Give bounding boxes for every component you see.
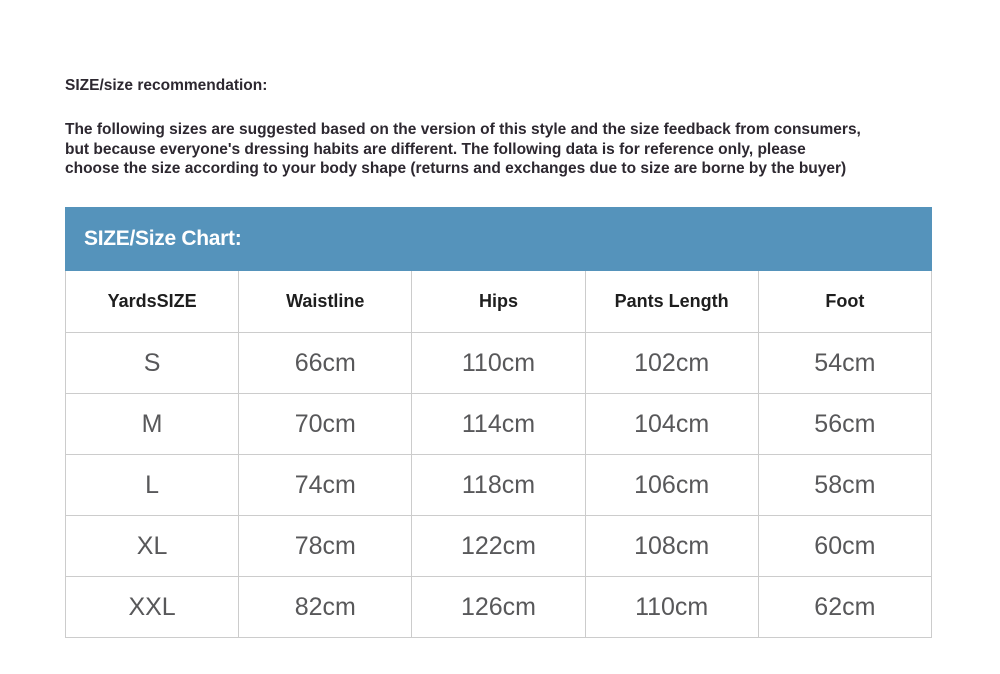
- cell-size: L: [66, 455, 239, 516]
- cell-hips: 114cm: [412, 394, 585, 455]
- cell-size: XXL: [66, 577, 239, 638]
- cell-foot: 62cm: [758, 577, 931, 638]
- column-header-hips: Hips: [412, 271, 585, 333]
- paragraph-line: but because everyone's dressing habits are different. The following data is for reference only, please: [65, 140, 806, 158]
- cell-waistline: 70cm: [239, 394, 412, 455]
- column-header-waistline: Waistline: [239, 271, 412, 333]
- cell-hips: 110cm: [412, 333, 585, 394]
- cell-size: XL: [66, 516, 239, 577]
- recommendation-paragraph: [65, 120, 935, 179]
- table-row: [66, 577, 932, 638]
- size-chart-banner-title: SIZE/Size Chart:: [84, 226, 242, 250]
- column-header-pants-length: Pants Length: [585, 271, 758, 333]
- cell-pants-length: 108cm: [585, 516, 758, 577]
- table-row: [66, 455, 932, 516]
- cell-hips: 118cm: [412, 455, 585, 516]
- cell-waistline: 74cm: [239, 455, 412, 516]
- column-header-yardssize: YardsSIZE: [66, 271, 239, 333]
- table-row: [66, 516, 932, 577]
- paragraph-line: choose the size according to your body shape (returns and exchanges due to size are borne by the buyer): [65, 160, 847, 177]
- size-chart-banner: [65, 207, 932, 271]
- cell-waistline: 82cm: [239, 577, 412, 638]
- cell-waistline: 78cm: [239, 516, 412, 577]
- cell-hips: 122cm: [412, 516, 585, 577]
- cell-size: S: [66, 333, 239, 394]
- cell-waistline: 66cm: [239, 333, 412, 394]
- column-header-foot: Foot: [758, 271, 931, 333]
- size-chart-section: [65, 207, 932, 639]
- cell-foot: 56cm: [758, 394, 931, 455]
- size-table: [65, 271, 932, 639]
- cell-foot: 60cm: [758, 516, 931, 577]
- recommendation-title: SIZE/size recommendation:: [65, 77, 268, 94]
- cell-pants-length: 104cm: [585, 394, 758, 455]
- table-row: [66, 333, 932, 394]
- paragraph-line: The following sizes are suggested based on the version of this style and the size feedback from consumers,: [65, 121, 861, 138]
- cell-foot: 54cm: [758, 333, 931, 394]
- table-row: [66, 394, 932, 455]
- header-row: [66, 271, 932, 333]
- cell-pants-length: 106cm: [585, 455, 758, 516]
- cell-foot: 58cm: [758, 455, 931, 516]
- cell-pants-length: 110cm: [585, 577, 758, 638]
- cell-hips: 126cm: [412, 577, 585, 638]
- cell-size: M: [66, 394, 239, 455]
- cell-pants-length: 102cm: [585, 333, 758, 394]
